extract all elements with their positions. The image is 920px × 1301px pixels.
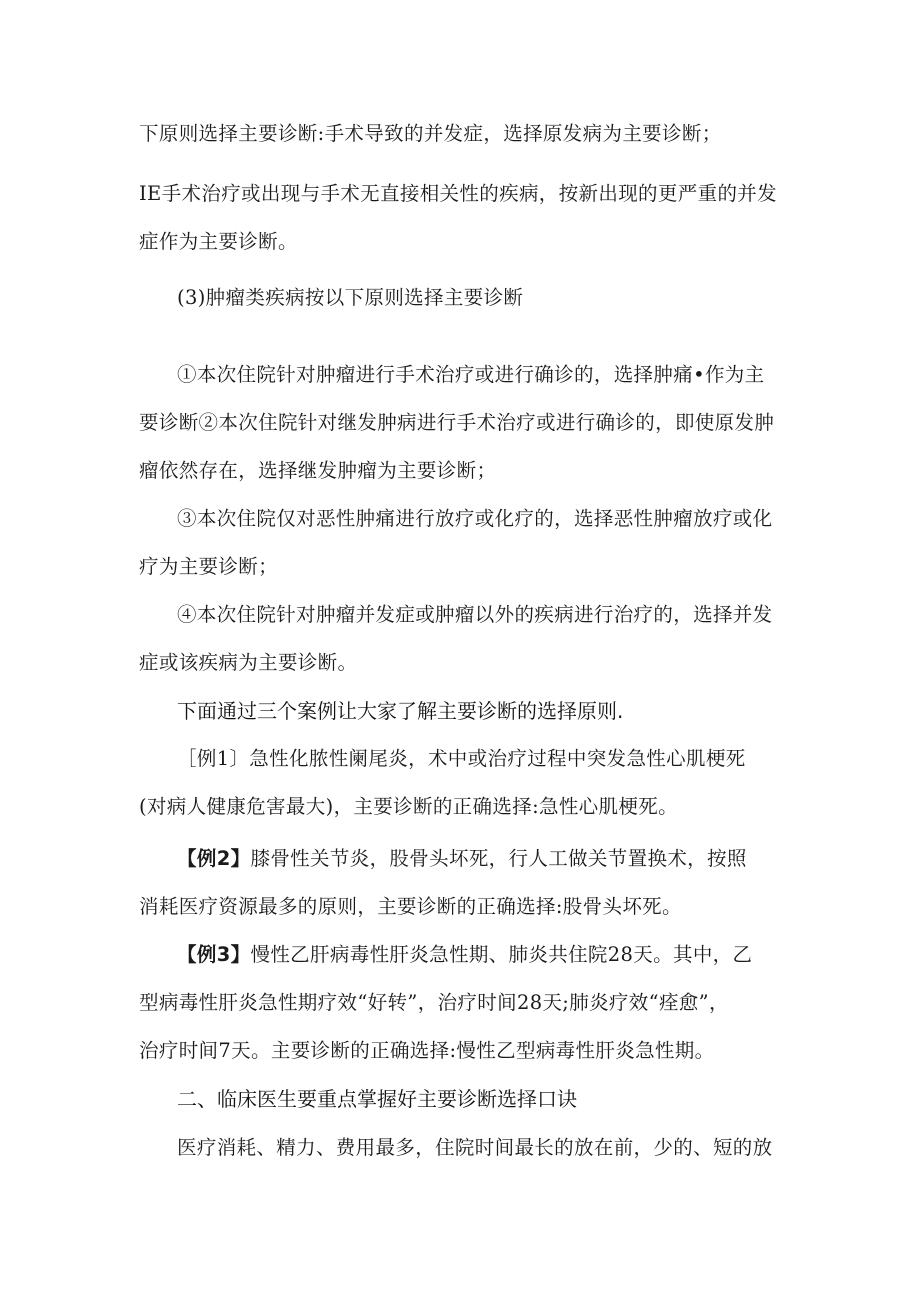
text-line-16: 消耗医疗资源最多的原则，主要诊断的正确选择:股骨头坏死。 [139,895,682,918]
text-line-1 [139,121,722,147]
text-line-2: IE手术治疗或出现与手术无直接相关性的疾病，按新出现的更严重的并发 [139,182,777,205]
text-line-6: 要诊断②本次住院针对继发肿病进行手术治疗或进行确诊的，即使原发肿 [139,411,775,434]
text-line-7: 瘤依然存在，选择继发肿瘤为主要诊断； [139,459,497,482]
text-line-9: 疗为主要诊断； [139,555,278,578]
text-line-8: ③本次住院仅对恶性肿痛进行放疗或化疗的，选择恶性肿瘤放疗或化 [177,507,773,530]
text-line-15 [177,846,747,872]
text-line-21: 医疗消耗、精力、费用最多，住院时间最长的放在前，少的、短的放 [177,1136,773,1159]
section-heading-two: 二、临床医生要重点掌握好主要诊断选择口诀 [177,1087,577,1111]
example-2-text: 膝骨性关节炎，股骨头坏死，行人工做关节置换术，按照 [250,847,747,870]
text-line-5: ①本次住院针对肿瘤进行手术治疗或进行确诊的，选择肿痛•作为主 [177,363,765,386]
text-line-3: 症作为主要诊断。 [139,230,298,253]
text-line-13: ［例1〕急性化脓性阑尾炎，术中或治疗过程中突发急性心肌梗死 [177,747,746,770]
example-3-label: 【例3】 [177,943,251,966]
text-line-11: 症或该疾病为主要诊断。 [139,651,358,674]
example-2-label: 【例2】 [177,847,251,870]
section-heading-tumor: (3)肿瘤类疾病按以下原则选择主要诊断 [177,286,524,309]
case-intro-heading: 下面通过三个案例让大家了解主要诊断的选择原则. [177,699,624,723]
text-line-19: 治疗时间7天。主要诊断的正确选择:慢性乙型病毒性肝炎急性期。 [139,1039,715,1062]
line-1-lead: 下原则选择主要诊断 [139,122,318,145]
text-line-10: ④本次住院针对肿瘤并发症或肿瘤以外的疾病进行治疗的，选择并发 [177,603,773,626]
text-line-18: 型病毒性肝炎急性期疗效“好转”，治疗时间28天;肺炎疗效“痊愈”， [139,991,729,1014]
example-3-text: 慢性乙肝病毒性肝炎急性期、肺炎共住院28天。其中，乙 [250,943,753,966]
text-line-14: (对病人健康危害最大)，主要诊断的正确选择:急性心肌梗死。 [139,795,678,818]
text-line-17 [177,942,752,968]
line-1-rest: :手术导致的并发症，选择原发病为主要诊断； [317,122,722,145]
